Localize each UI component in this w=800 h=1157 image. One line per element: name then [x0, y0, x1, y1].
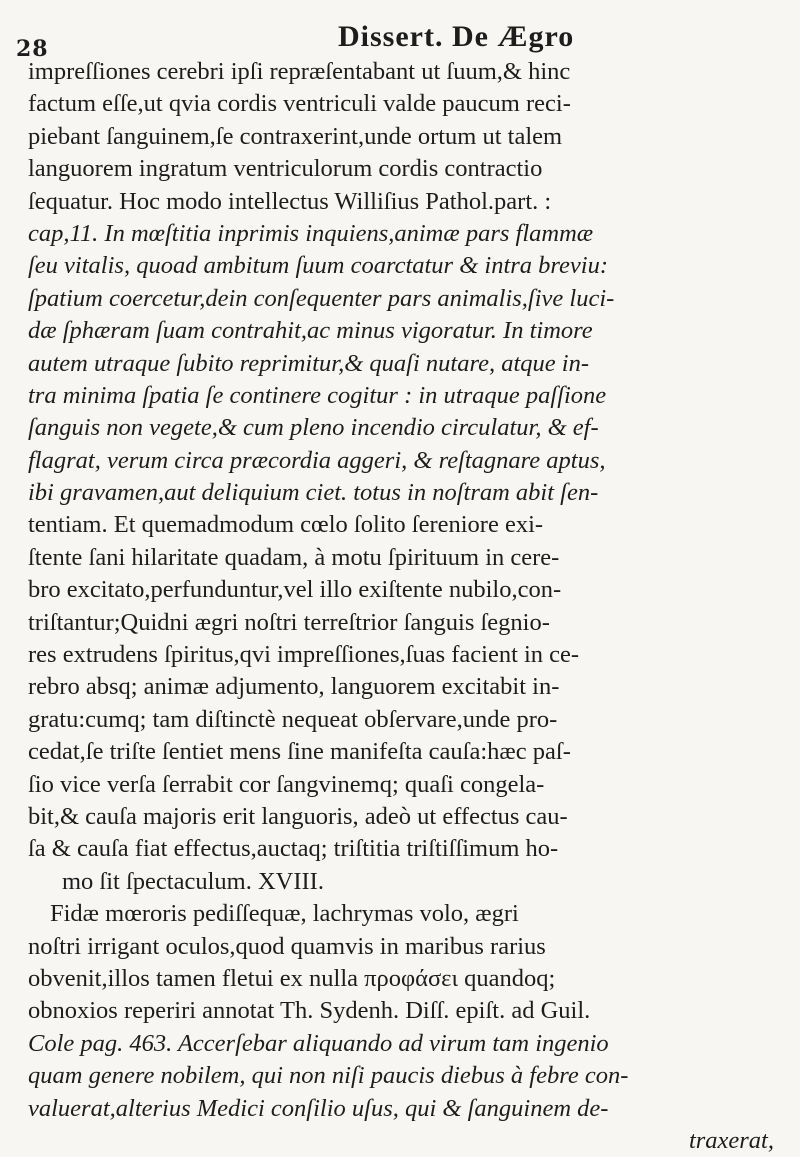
text-line: languorem ingratum ventriculorum cordis contractio — [28, 155, 543, 183]
text-line: ſequatur. Hoc modo intellectus Williſius Pathol.part. : — [28, 187, 552, 215]
text-line: bit,& cauſa majoris erit languoris, adeò ut effectus cau- — [28, 802, 568, 830]
quote-line: autem utraque ſubito reprimitur,& quaſi nutare, atque in- — [28, 349, 589, 377]
quote-line: quam genere nobilem, qui non niſi paucis diebus à febre con- — [28, 1062, 629, 1090]
quote-line: valuerat,alterius Medici conſilio uſus, qui & ſanguinem de- — [28, 1094, 609, 1122]
quote-line: dæ ſphæram ſuam contrahit,ac minus vigoratur. In timore — [28, 317, 593, 345]
text-line: piebant ſanguinem,ſe contraxerint,unde ortum ut talem — [28, 122, 563, 150]
section-end-line: mo ſit ſpectaculum. XVIII. — [62, 867, 324, 895]
text-line: cedat,ſe triſte ſentiet mens ſine manifeſta cauſa:hæc paſ- — [28, 738, 571, 766]
text-line: ſio vice verſa ſerrabit cor ſangvinemq; quaſi congela- — [28, 770, 545, 798]
running-title: Dissert. De Ægro — [338, 20, 575, 53]
body-text — [28, 56, 788, 1157]
text-line: obvenit,illos tamen fletui ex nulla προφάσει quandoq; — [28, 964, 556, 992]
quote-line: ſpatium coercetur,dein conſequenter pars animalis,ſive luci- — [28, 284, 615, 312]
text-line: triſtantur;Quidni ægri noſtri terreſtrior ſanguis ſegnio- — [28, 608, 550, 636]
text-line: impreſſiones cerebri ipſi repræſentabant ut ſuum,& hinc — [28, 58, 571, 85]
page-number: 28 — [16, 36, 49, 62]
citation-line: obnoxios reperiri annotat Th. Sydenh. Diſſ. epiſt. ad Guil. — [28, 997, 591, 1025]
text-line: ſa & cauſa fiat effectus,auctaq; triſtitia triſtiſſimum ho- — [28, 835, 559, 863]
text-line: bro excitato,perfunduntur,vel illo exiſtente nubilo,con- — [28, 576, 562, 604]
text-line: gratu:cumq; tam diſtinctè nequeat obſervare,unde pro- — [28, 705, 558, 733]
text-line: res extrudens ſpiritus,qvi impreſſiones,ſuas facient in ce- — [28, 641, 580, 669]
quote-line: Cole pag. 463. Accerſebar aliquando ad virum tam ingenio — [28, 1029, 609, 1057]
text-line: rebro absq; animæ adjumento, languorem excitabit in- — [28, 673, 560, 701]
quote-line: ſeu vitalis, quoad ambitum ſuum coarctatur & intra breviu: — [28, 252, 609, 280]
quote-line: tra minima ſpatia ſe continere cogitur : in utraque paſſione — [28, 381, 607, 409]
quote-line: cap,11. In mœſtitia inprimis inquiens,animæ pars flammæ — [28, 219, 594, 247]
text-line: ſtente ſani hilaritate quadam, à motu ſpirituum in cere- — [28, 543, 560, 571]
catchword: traxerat, — [688, 1126, 774, 1154]
paragraph-start-line: Fidæ mœroris pediſſequæ, lachrymas volo, ægri — [50, 900, 519, 928]
quote-line: flagrat, verum circa præcordia aggeri, & reſtagnare aptus, — [28, 446, 606, 474]
quote-line: ibi gravamen,aut deliquium ciet. totus in noſtram abit ſen- — [28, 479, 599, 507]
text-line: factum eſſe,ut qvia cordis ventriculi valde paucum reci- — [28, 90, 571, 118]
text-line: tentiam. Et quemadmodum cœlo ſolito ſereniore exi- — [28, 511, 544, 539]
quote-line: ſanguis non vegete,& cum pleno incendio circulatur, & ef- — [28, 414, 599, 442]
text-line: noſtri irrigant oculos,quod quamvis in maribus rarius — [28, 932, 546, 960]
